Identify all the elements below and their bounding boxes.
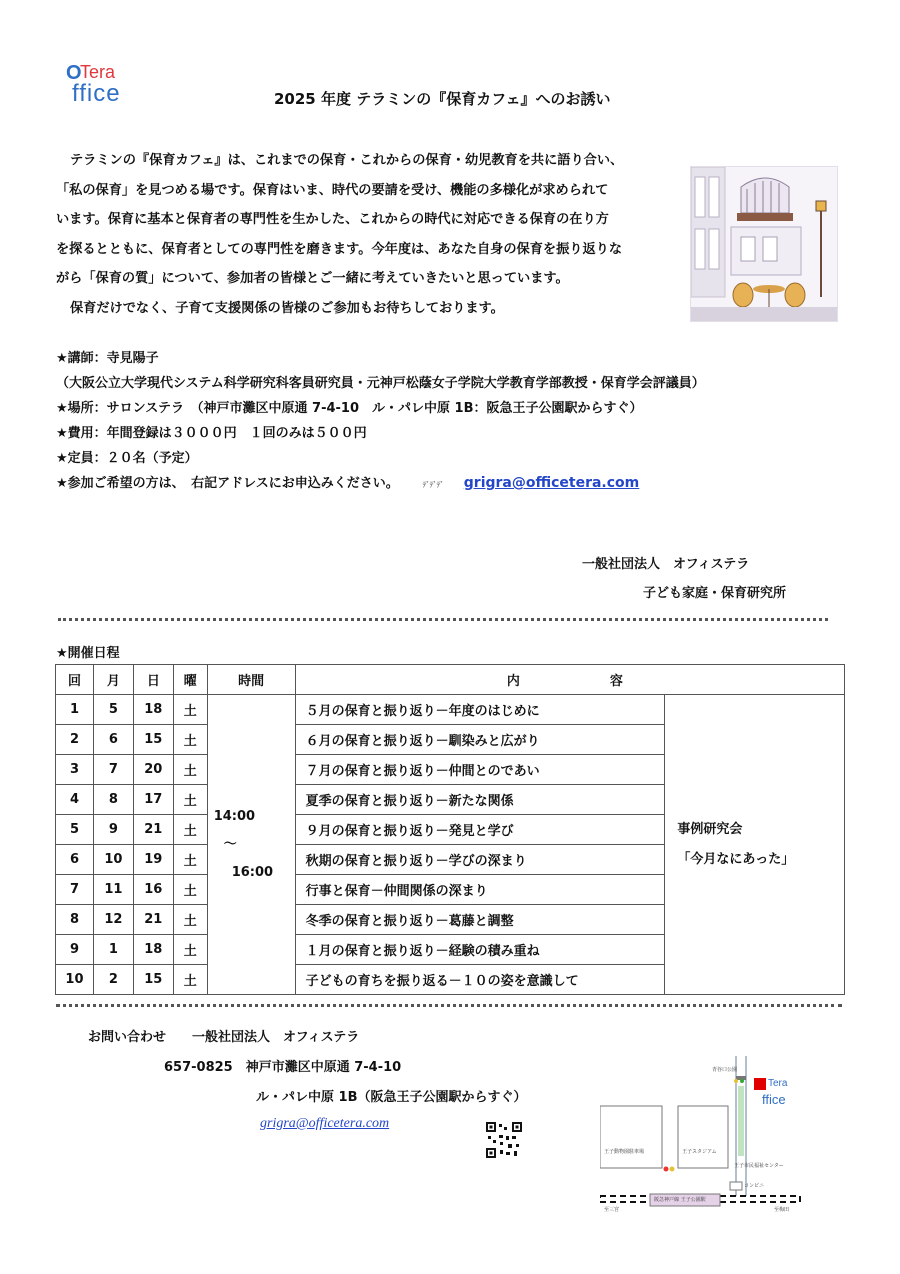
cell-day: 15: [133, 725, 173, 755]
apply-mark: ﾃﾞﾃﾞﾃﾞ: [422, 481, 444, 489]
place: ★場所：サロンステラ （神戸市灘区中原通 7-4-10 ル・パレ中原 1B：阪急王子公園駅からすぐ）: [56, 401, 643, 416]
intro-line: 「私の保育」を見つめる場です。保育はいま、時代の要請を受け、機能の多様化が求められて: [56, 182, 609, 198]
cell-month: 11: [93, 875, 133, 905]
cell-day: 18: [133, 935, 173, 965]
cafe-illustration: [690, 166, 838, 322]
cell-content: 行事と保育－仲間関係の深まり: [295, 875, 665, 905]
cell-weekday: 土: [173, 905, 207, 935]
map-label-entrance: 青谷口公園: [712, 1067, 738, 1073]
intro-line: 保育だけでなく、子育て支援関係の皆様のご参加もお待ちしております。: [70, 300, 504, 316]
access-map: [600, 1056, 810, 1220]
office-tera-logo: [66, 62, 156, 112]
time-end: 16:00: [231, 864, 274, 880]
intro-line: がら「保育の質」について、参加者の皆様とご一緒に考えていきたいと思っています。: [56, 271, 569, 286]
cell-num: 8: [56, 905, 94, 935]
contact-line-1: お問い合わせ 一般社団法人 オフィステラ: [88, 1030, 360, 1045]
header-day: 日: [133, 665, 173, 695]
cell-num: 9: [56, 935, 94, 965]
contact-email-link[interactable]: grigra@officetera.com: [260, 1116, 390, 1131]
cell-weekday: 土: [173, 755, 207, 785]
cell-month: 5: [93, 695, 133, 725]
cell-content: ７月の保育と振り返り－仲間とのであい: [295, 755, 665, 785]
cell-content: 子どもの育ちを振り返る－１０の姿を意識して: [295, 965, 665, 995]
cell-num: 10: [56, 965, 94, 995]
cell-num: 2: [56, 725, 94, 755]
header-weekday: 曜: [173, 665, 207, 695]
qr-code-icon[interactable]: [486, 1122, 522, 1158]
logo-o: O: [66, 62, 82, 84]
time-start: 14:00: [213, 808, 256, 824]
cell-weekday: 土: [173, 815, 207, 845]
lecturer-detail: （大阪公立大学現代システム科学研究科客員研究員・元神戸松蔭女子学院大学教育学部教授・保育学会評議員）: [56, 376, 705, 391]
org-name: 一般社団法人 オフィステラ: [582, 557, 750, 572]
cell-num: 1: [56, 695, 94, 725]
map-label-station: 阪急神戸線 王子公園駅: [654, 1197, 706, 1203]
lecturer: ★講師：寺見陽子: [56, 351, 159, 366]
cell-time: [207, 695, 295, 995]
cell-month: 9: [93, 815, 133, 845]
time-separator: ～: [223, 836, 237, 852]
table-header-row: [56, 665, 845, 695]
cell-content: 秋期の保育と振り返り－学びの深まり: [295, 845, 665, 875]
cell-weekday: 土: [173, 785, 207, 815]
apply-email-link[interactable]: grigra@officetera.com: [463, 475, 640, 491]
cell-day: 21: [133, 815, 173, 845]
event-info: [56, 346, 856, 496]
divider: [56, 1004, 842, 1012]
cell-content: 冬季の保育と振り返り－葛藤と調整: [295, 905, 665, 935]
cell-month: 7: [93, 755, 133, 785]
map-logo-ffice: ffice: [762, 1092, 786, 1107]
cell-num: 3: [56, 755, 94, 785]
fee: ★費用：年間登録は３０００円 １回のみは５００円: [56, 426, 367, 441]
org-institute: 子ども家庭・保育研究所: [643, 586, 787, 601]
intro-line: を探るとともに、保育者としての専門性を磨きます。今年度は、あなた自身の保育を振り返りな: [56, 241, 623, 257]
cell-content: ６月の保育と振り返り－馴染みと広がり: [295, 725, 665, 755]
logo-ffice: ffice: [72, 80, 121, 107]
contact-building: ル・パレ中原 1B（阪急王子公園駅からすぐ）: [256, 1090, 527, 1105]
cell-month: 10: [93, 845, 133, 875]
cell-content: １月の保育と振り返り－経験の積み重ね: [295, 935, 665, 965]
cell-weekday: 土: [173, 845, 207, 875]
intro-text: [56, 146, 686, 323]
logo-tera: Tera: [80, 62, 116, 82]
header-num: 回: [56, 665, 94, 695]
case-study-subtitle: 「今月なにあった」: [677, 851, 795, 867]
cell-num: 6: [56, 845, 94, 875]
cell-month: 8: [93, 785, 133, 815]
map-logo: Tera: [768, 1078, 788, 1089]
cell-day: 21: [133, 905, 173, 935]
case-study-title: 事例研究会: [677, 821, 743, 837]
apply-text: ★参加ご希望の方は、 右記アドレスにお申込みください。: [56, 476, 399, 491]
map-label-right: 至梅田: [774, 1207, 790, 1213]
cell-month: 12: [93, 905, 133, 935]
cell-weekday: 土: [173, 725, 207, 755]
map-label-left: 至三宮: [604, 1207, 620, 1213]
cell-weekday: 土: [173, 965, 207, 995]
cell-month: 2: [93, 965, 133, 995]
page-title: 2025 年度 テラミンの『保育カフェ』へのお誘い: [274, 90, 611, 108]
contact-address: 657-0825 神戸市灘区中原通 7-4-10: [164, 1060, 402, 1075]
cell-day: 19: [133, 845, 173, 875]
intro-line: います。保育に基本と保育者の専門性を生かした、これからの時代に対応できる保育の在り方: [56, 212, 609, 227]
cell-weekday: 土: [173, 695, 207, 725]
schedule-table: [55, 664, 845, 995]
apply-row: [56, 471, 856, 496]
cell-content: ９月の保育と振り返り－発見と学び: [295, 815, 665, 845]
cell-month: 1: [93, 935, 133, 965]
map-label-convenience: コンビニ: [744, 1183, 765, 1189]
cell-day: 20: [133, 755, 173, 785]
cell-day: 15: [133, 965, 173, 995]
divider: [58, 618, 828, 626]
table-row: [56, 695, 845, 725]
cell-weekday: 土: [173, 935, 207, 965]
cell-num: 5: [56, 815, 94, 845]
cell-content: ５月の保育と振り返り－年度のはじめに: [295, 695, 665, 725]
cell-case-study: [665, 695, 845, 995]
header-content: 内容: [295, 665, 844, 695]
cell-day: 17: [133, 785, 173, 815]
cell-num: 7: [56, 875, 94, 905]
cell-content: 夏季の保育と振り返り－新たな関係: [295, 785, 665, 815]
map-label-stadium: 王子スタジアム: [682, 1149, 717, 1155]
header-month: 月: [93, 665, 133, 695]
schedule-label: ★開催日程: [56, 646, 120, 661]
cell-num: 4: [56, 785, 94, 815]
capacity: ★定員：２０名（予定）: [56, 451, 198, 466]
intro-line: テラミンの『保育カフェ』は、これまでの保育・これからの保育・幼児教育を共に語り合い、: [70, 153, 624, 168]
map-label-center: 王子市民福祉センター: [734, 1163, 784, 1169]
cell-day: 16: [133, 875, 173, 905]
cell-day: 18: [133, 695, 173, 725]
header-time: 時間: [207, 665, 295, 695]
map-label-zoo-parking: 王子動物園駐車場: [604, 1149, 645, 1155]
cell-month: 6: [93, 725, 133, 755]
cell-weekday: 土: [173, 875, 207, 905]
